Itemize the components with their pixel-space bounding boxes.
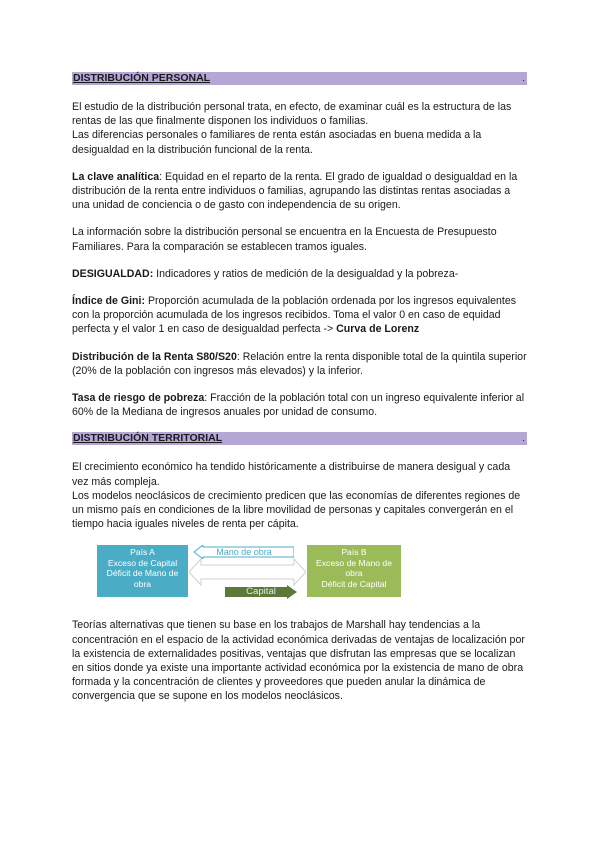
labor-arrow [194,545,294,559]
section-header-territorial [72,432,527,445]
tasa-text: : Fracción de la población total con un ingreso equivalente inferior al 60% de la Mediana de ingresos anuales por unidad de consumo. [72,392,525,419]
country-a-line: Exceso de Capital [107,557,178,568]
paragraph-clave [72,170,527,213]
section-title: DISTRIBUCIÓN TERRITORIAL [73,432,223,445]
paragraph-intro-1: El estudio de la distribución personal trata, en efecto, de examinar cuál es la estructura de las rentas de las que finalmente disponen los individuos o familias. [72,101,512,128]
country-a-box [97,545,188,597]
document-page [72,72,527,704]
gini-label: Índice de Gini: [72,295,145,308]
section-dot: . [522,72,525,84]
clave-text: : Equidad en el reparto de la renta. El grado de igualdad o desigualdad en la distribución de la renta entre individuos o familias, agrupando las distintas rentas asociadas a una unidad de conciencia o de gasto con independencia de su origen. [72,170,518,212]
gini-curve: Curva de Lorenz [336,323,420,336]
paragraph-gini [72,294,527,337]
paragraph-s80 [72,350,527,378]
paragraph-tasa [72,391,527,419]
double-arrow-icon [189,557,306,587]
country-a-line: Déficit de Mano de [106,568,179,579]
capital-arrow-label: Capital [246,586,276,598]
country-a-title: País A [130,547,155,558]
paragraph-territorial-2: Los modelos neoclásicos de crecimiento predicen que las economías de diferentes regiones de un mismo país en condiciones de la libre movilidad de personas y capitales convergerán en el tiempo hacia iguales niveles de renta per cápita. [72,489,521,531]
s80-text: : Relación entre la renta disponible total de la quintila superior (20% de la población con ingresos más elevados) y la inferior. [72,350,527,377]
section-header-personal [72,72,527,85]
country-b-box [307,545,401,597]
tasa-label: Tasa de riesgo de pobreza [72,392,205,405]
section-dot: . [522,432,525,445]
migration-diagram [97,545,427,601]
paragraph-territorial-closing: Teorías alternativas que tienen su base en los trabajos de Marshall hay tendencias a la concentración en el espacio de la actividad económica derivadas de ventajas de localización por la existencia de externalidades positivas, ventajas que disfrutan las empresas que se localizan en sitios donde ya existe una importante actividad económica por la existencia de mano de obra formada y la concentración de clientes y proveedores que pueden anular la dinámica de convergencia que se supone en los modelos neoclásicos. [72,619,525,703]
paragraph-territorial-1: El crecimiento económico ha tendido históricamente a distribuirse de manera desigual y cada vez más compleja. [72,461,511,488]
desigualdad-text: Indicadores y ratios de medición de la desigualdad y la pobreza- [153,267,459,280]
paragraph-desigualdad [72,267,527,281]
labor-arrow-label: Mano de obra [216,547,272,558]
section-title: DISTRIBUCIÓN PERSONAL [73,72,211,84]
clave-label: La clave analítica [72,170,160,183]
gini-text: Proporción acumulada de la población ordenada por los ingresos equivalentes con la proporción acumulada de los ingresos recibidos. Toma el valor 0 en caso de equidad perfecta y el valor 1 en caso de desigualdad perfecta -> [72,295,517,336]
country-b-title: País B [341,547,367,558]
country-b-line: Exceso de Mano de [316,557,392,568]
desigualdad-label: DESIGUALDAD: [72,267,154,280]
country-b-line: obra [345,568,363,579]
capital-arrow [225,585,297,599]
paragraph-intro-2: Las diferencias personales o familiares de renta están asociadas en buena medida a la desigualdad en la distribución funcional de la renta. [72,129,482,156]
country-b-line: Déficit de Capital [321,578,387,589]
paragraph-info: La información sobre la distribución personal se encuentra en la Encuesta de Presupuesto Familiares. Para la comparación se establecen tramos iguales. [72,226,497,253]
country-a-line: obra [133,578,152,589]
s80-label: Distribución de la Renta S80/S20 [72,350,237,363]
